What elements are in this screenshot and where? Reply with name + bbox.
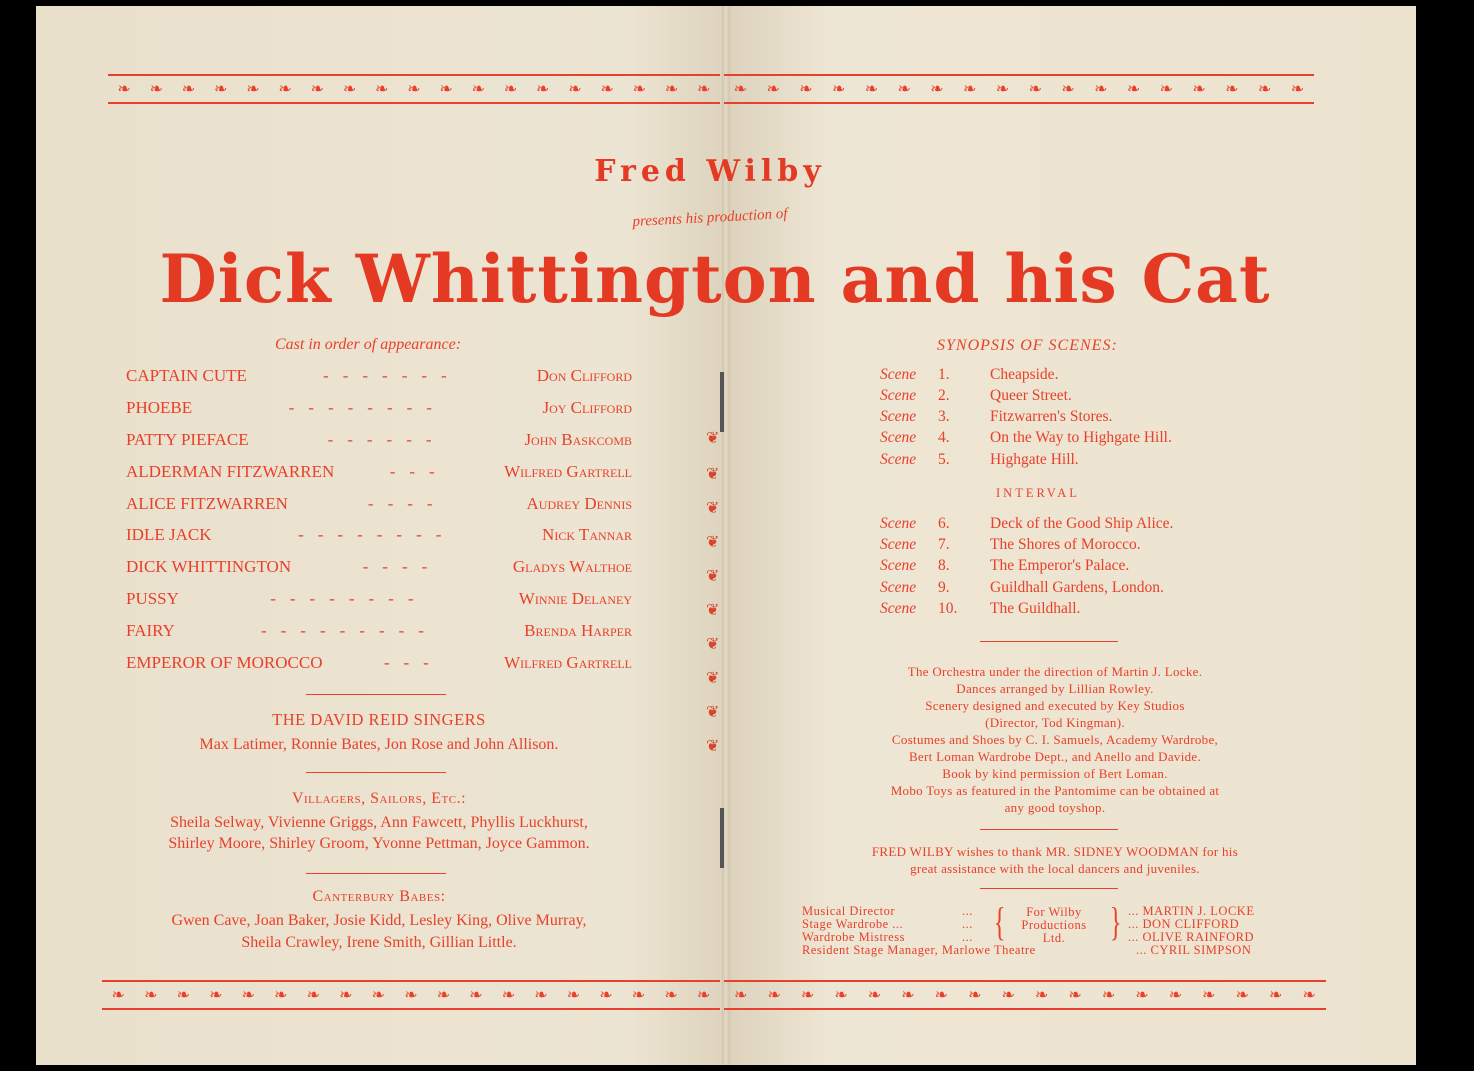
scene-name: The Shores of Morocco. bbox=[990, 536, 1141, 553]
cast-row bbox=[126, 525, 632, 551]
right-brace-icon: } bbox=[1109, 899, 1122, 944]
holly-leaf-icon: ❧ bbox=[733, 81, 748, 98]
credit-role: Musical Director bbox=[802, 904, 896, 918]
holly-leaf-icon: ❧ bbox=[1202, 987, 1216, 1004]
scene-row bbox=[880, 451, 1079, 473]
note-line: any good toyshop. bbox=[1004, 800, 1106, 815]
note-line: Dances arranged by Lillian Rowley. bbox=[956, 681, 1154, 696]
holly-leaf-icon: ❦ bbox=[706, 670, 720, 687]
credit-name: ... CYRIL SIMPSON bbox=[1136, 943, 1252, 957]
holly-leaf-icon: ❧ bbox=[181, 81, 196, 98]
holly-leaf-icon: ❦ bbox=[706, 704, 720, 721]
holly-leaf-icon: ❧ bbox=[176, 987, 190, 1004]
credit-role: Stage Wardrobe ... bbox=[802, 917, 904, 931]
holly-leaf-icon: ❧ bbox=[536, 81, 550, 98]
bottom-right-border bbox=[724, 980, 1326, 1010]
villagers-heading: Villagers, Sailors, Etc.: bbox=[291, 790, 467, 807]
babes-line: Gwen Cave, Joan Baker, Josie Kidd, Lesley King, Olive Murray, bbox=[171, 912, 587, 929]
holly-leaf-icon: ❧ bbox=[149, 81, 163, 98]
holly-leaf-icon: ❧ bbox=[631, 987, 646, 1004]
leader-dots: --------- bbox=[260, 621, 438, 640]
leader-dots: -------- bbox=[270, 589, 428, 608]
holly-leaf-icon: ❧ bbox=[834, 987, 848, 1004]
divider bbox=[306, 873, 446, 874]
cast-role: DICK WHITTINGTON bbox=[126, 557, 292, 576]
divider bbox=[306, 694, 446, 695]
holly-leaf-icon: ❧ bbox=[1192, 81, 1206, 98]
holly-leaf-icon: ❧ bbox=[1028, 81, 1042, 98]
holly-leaf-icon: ❧ bbox=[867, 987, 882, 1004]
babes-heading: Canterbury Babes: bbox=[312, 888, 446, 905]
holly-leaf-icon: ❧ bbox=[632, 81, 647, 98]
cast-role: FAIRY bbox=[126, 621, 175, 640]
holly-leaf-icon: ❧ bbox=[241, 987, 256, 1004]
holly-leaf-icon: ❧ bbox=[144, 987, 158, 1004]
scene-row bbox=[880, 536, 1141, 558]
holly-leaf-icon: ❧ bbox=[734, 987, 748, 1004]
cast-role: ALICE FITZWARREN bbox=[126, 494, 288, 513]
holly-leaf-icon: ❦ bbox=[706, 500, 720, 517]
scene-row bbox=[880, 557, 1129, 579]
holly-leaf-icon: ❧ bbox=[664, 987, 678, 1004]
cast-row bbox=[126, 398, 632, 424]
holly-leaf-icon: ❧ bbox=[800, 987, 815, 1004]
credit-dots: ... bbox=[962, 904, 973, 918]
credit-dots: ... bbox=[962, 930, 973, 944]
holly-leaf-icon: ❧ bbox=[1061, 81, 1075, 98]
credit-dots: ... bbox=[962, 917, 973, 931]
scene-name: Cheapside. bbox=[990, 366, 1059, 383]
credit-name: ... OLIVE RAINFORD bbox=[1128, 930, 1255, 944]
note-line: Bert Loman Wardrobe Dept., and Anello and Davide. bbox=[908, 749, 1202, 764]
holly-leaf-icon: ❧ bbox=[767, 987, 781, 1004]
cast-actor: Audrey Dennis bbox=[526, 494, 632, 513]
holly-leaf-icon: ❧ bbox=[375, 81, 389, 98]
cast-actor: Winnie Delaney bbox=[518, 589, 632, 608]
cast-role: IDLE JACK bbox=[126, 525, 212, 544]
divider bbox=[980, 829, 1118, 830]
holly-leaf-icon: ❧ bbox=[339, 987, 353, 1004]
leader-dots: -------- bbox=[298, 525, 456, 544]
leader-dots: ---- bbox=[362, 557, 442, 576]
holly-leaf-icon: ❧ bbox=[1168, 987, 1183, 1004]
holly-leaf-icon: ❧ bbox=[503, 81, 518, 98]
cast-role: PATTY PIEFACE bbox=[126, 430, 249, 449]
holly-leaf-icon: ❧ bbox=[471, 81, 486, 98]
holly-leaf-icon: ❧ bbox=[1257, 81, 1272, 98]
scene-row bbox=[880, 579, 1164, 601]
holly-leaf-icon: ❦ bbox=[706, 636, 720, 653]
cast-heading: Cast in order of appearance: bbox=[275, 336, 462, 353]
holly-leaf-icon: ❧ bbox=[534, 987, 548, 1004]
holly-leaf-icon: ❧ bbox=[209, 987, 223, 1004]
note-line: Mobo Toys as featured in the Pantomime can be obtained at bbox=[890, 783, 1220, 798]
credit-role: Resident Stage Manager, Marlowe Theatre bbox=[802, 943, 1036, 957]
note-line: Book by kind permission of Bert Loman. bbox=[942, 766, 1168, 781]
holly-leaf-icon: ❧ bbox=[404, 987, 418, 1004]
synopsis-heading: SYNOPSIS OF SCENES: bbox=[937, 337, 1118, 354]
scene-row bbox=[880, 515, 1173, 537]
cast-role: PUSSY bbox=[126, 589, 179, 608]
divider bbox=[306, 772, 446, 773]
holly-leaf-icon: ❧ bbox=[1101, 987, 1116, 1004]
holly-leaf-icon: ❧ bbox=[310, 81, 325, 98]
cast-row bbox=[126, 653, 632, 679]
holly-leaf-icon: ❧ bbox=[1290, 81, 1305, 98]
holly-leaf-icon: ❧ bbox=[274, 987, 288, 1004]
holly-leaf-icon: ❧ bbox=[901, 987, 915, 1004]
holly-leaf-icon: ❧ bbox=[930, 81, 944, 98]
holly-leaf-icon: ❧ bbox=[1235, 987, 1249, 1004]
holly-leaf-icon: ❧ bbox=[1135, 987, 1149, 1004]
holly-leaf-icon: ❧ bbox=[831, 81, 846, 98]
holly-leaf-icon: ❧ bbox=[278, 81, 292, 98]
thanks-line: FRED WILBY wishes to thank MR. SIDNEY WOODMAN for his bbox=[871, 844, 1239, 859]
cast-actor: Don Clifford bbox=[536, 366, 632, 385]
bottom-left-border bbox=[102, 980, 720, 1010]
singers-list: Max Latimer, Ronnie Bates, Jon Rose and John Allison. bbox=[199, 736, 559, 753]
note-line: (Director, Tod Kingman). bbox=[985, 715, 1125, 730]
credit-role: Wardrobe Mistress bbox=[802, 930, 905, 944]
producer-name: Fred Wilby bbox=[594, 154, 826, 189]
holly-leaf-icon: ❦ bbox=[706, 602, 720, 619]
scene-label: Scene bbox=[880, 408, 917, 425]
holly-leaf-icon: ❧ bbox=[766, 81, 780, 98]
cast-actor: Brenda Harper bbox=[524, 621, 632, 640]
cast-row bbox=[126, 462, 632, 488]
cast-row bbox=[126, 557, 632, 583]
holly-leaf-icon: ❧ bbox=[568, 81, 582, 98]
cast-role: ALDERMAN FITZWARREN bbox=[126, 462, 335, 481]
scene-number: 9. bbox=[938, 579, 950, 596]
holly-leaf-icon: ❧ bbox=[439, 81, 453, 98]
scene-number: 4. bbox=[938, 429, 950, 446]
scene-row bbox=[880, 429, 1172, 451]
leader-dots: --- bbox=[389, 462, 449, 481]
production-notes bbox=[790, 663, 1320, 816]
holly-leaf-icon: ❧ bbox=[696, 987, 711, 1004]
divider bbox=[980, 888, 1118, 889]
holly-leaf-icon: ❧ bbox=[1302, 987, 1316, 1004]
cast-row bbox=[126, 494, 632, 520]
scene-label: Scene bbox=[880, 557, 917, 574]
holly-leaf-icon: ❧ bbox=[342, 81, 357, 98]
cast-actor: Wilfred Gartrell bbox=[504, 462, 632, 481]
scene-name: Highgate Hill. bbox=[990, 451, 1079, 468]
note-line: Costumes and Shoes by C. I. Samuels, Academy Wardrobe, bbox=[891, 732, 1219, 747]
company-block bbox=[1004, 906, 1104, 945]
scene-label: Scene bbox=[880, 600, 917, 617]
holly-leaf-icon: ❧ bbox=[436, 987, 451, 1004]
holly-leaf-icon: ❧ bbox=[897, 81, 911, 98]
holly-leaf-icon: ❧ bbox=[995, 81, 1010, 98]
scene-number: 10. bbox=[938, 600, 958, 617]
scene-name: Guildhall Gardens, London. bbox=[990, 579, 1164, 596]
leader-dots: ------ bbox=[327, 430, 446, 449]
holly-leaf-icon: ❧ bbox=[117, 81, 131, 98]
scene-row bbox=[880, 387, 1072, 409]
left-brace-icon: { bbox=[993, 899, 1006, 944]
scene-name: Queer Street. bbox=[990, 387, 1072, 404]
cast-row bbox=[126, 621, 632, 647]
scene-name: The Emperor's Palace. bbox=[990, 557, 1130, 574]
scene-name: The Guildhall. bbox=[990, 600, 1081, 617]
company-line: Ltd. bbox=[1042, 931, 1066, 945]
company-line: Productions bbox=[1021, 918, 1087, 932]
note-line: Scenery designed and executed by Key Studios bbox=[925, 698, 1185, 713]
scene-label: Scene bbox=[880, 536, 917, 553]
cast-actor: Gladys Walthoe bbox=[512, 557, 632, 576]
holly-leaf-icon: ❧ bbox=[697, 81, 711, 98]
holly-leaf-icon: ❧ bbox=[599, 987, 613, 1004]
holly-leaf-icon: ❧ bbox=[968, 987, 982, 1004]
scene-row bbox=[880, 366, 1058, 388]
holly-leaf-icon: ❧ bbox=[799, 81, 813, 98]
scene-number: 5. bbox=[938, 451, 950, 468]
holly-leaf-icon: ❧ bbox=[1126, 81, 1141, 98]
scene-name: Fitzwarren's Stores. bbox=[990, 408, 1113, 425]
scene-number: 3. bbox=[938, 408, 950, 425]
scene-number: 8. bbox=[938, 557, 950, 574]
holly-leaf-icon: ❧ bbox=[864, 81, 879, 98]
cast-role: CAPTAIN CUTE bbox=[126, 366, 247, 385]
holly-leaf-icon: ❧ bbox=[1001, 987, 1015, 1004]
holly-leaf-icon: ❧ bbox=[306, 987, 321, 1004]
holly-leaf-icon: ❧ bbox=[407, 81, 421, 98]
cast-row bbox=[126, 430, 632, 456]
scene-number: 1. bbox=[938, 366, 950, 383]
holly-leaf-icon: ❧ bbox=[1034, 987, 1049, 1004]
holly-leaf-icon: ❧ bbox=[246, 81, 260, 98]
holly-leaf-icon: ❦ bbox=[706, 466, 720, 483]
holly-leaf-icon: ❧ bbox=[1068, 987, 1082, 1004]
top-right-border bbox=[724, 74, 1314, 104]
holly-leaf-icon: ❦ bbox=[706, 430, 720, 447]
cast-row bbox=[126, 589, 632, 615]
scene-label: Scene bbox=[880, 429, 917, 446]
scene-label: Scene bbox=[880, 366, 917, 383]
cast-actor: Joy Clifford bbox=[542, 398, 632, 417]
scene-label: Scene bbox=[880, 387, 917, 404]
company-line: For Wilby bbox=[1026, 905, 1082, 919]
holly-leaf-icon: ❧ bbox=[934, 987, 949, 1004]
thanks-note bbox=[790, 843, 1320, 877]
cast-actor: Nick Tannar bbox=[542, 525, 632, 544]
holly-leaf-icon: ❧ bbox=[600, 81, 614, 98]
cast-role: EMPEROR OF MOROCCO bbox=[126, 653, 323, 672]
cast-row bbox=[126, 366, 632, 392]
presents-line: presents his production of bbox=[632, 205, 788, 231]
cast-actor: Wilfred Gartrell bbox=[504, 653, 632, 672]
scene-label: Scene bbox=[880, 579, 917, 596]
credit-name: ... DON CLIFFORD bbox=[1128, 917, 1240, 931]
interval-label: INTERVAL bbox=[996, 486, 1080, 500]
scene-number: 2. bbox=[938, 387, 950, 404]
holly-leaf-icon: ❧ bbox=[1269, 987, 1283, 1004]
scene-name: Deck of the Good Ship Alice. bbox=[990, 515, 1174, 532]
holly-leaf-icon: ❧ bbox=[371, 987, 386, 1004]
singers-heading: THE DAVID REID SINGERS bbox=[272, 710, 486, 729]
holly-leaf-icon: ❧ bbox=[1225, 81, 1239, 98]
holly-leaf-icon: ❧ bbox=[1159, 81, 1174, 98]
scene-label: Scene bbox=[880, 515, 917, 532]
holly-leaf-icon: ❦ bbox=[706, 738, 720, 755]
villagers-line: Shirley Moore, Shirley Groom, Yvonne Pettman, Joyce Gammon. bbox=[168, 835, 590, 852]
leader-dots: ------- bbox=[323, 366, 461, 385]
cast-actor: John Baskcomb bbox=[524, 430, 632, 449]
holly-leaf-icon: ❧ bbox=[1094, 81, 1108, 98]
top-left-border bbox=[108, 74, 720, 104]
leader-dots: ---- bbox=[367, 494, 447, 513]
holly-leaf-icon: ❦ bbox=[706, 534, 720, 551]
scene-row bbox=[880, 600, 1080, 622]
scene-row bbox=[880, 408, 1112, 430]
holly-leaf-icon: ❧ bbox=[664, 81, 679, 98]
leader-dots: --- bbox=[383, 653, 443, 672]
villagers-line: Sheila Selway, Vivienne Griggs, Ann Fawcett, Phyllis Luckhurst, bbox=[170, 814, 588, 831]
holly-leaf-icon: ❧ bbox=[111, 987, 125, 1004]
babes-line: Sheila Crawley, Irene Smith, Gillian Little. bbox=[241, 934, 517, 951]
holly-leaf-icon: ❧ bbox=[214, 81, 228, 98]
holly-leaf-icon: ❧ bbox=[469, 987, 483, 1004]
leader-dots: -------- bbox=[288, 398, 446, 417]
scene-number: 7. bbox=[938, 536, 950, 553]
holly-leaf-icon: ❦ bbox=[706, 568, 720, 585]
holly-leaf-icon: ❧ bbox=[566, 987, 581, 1004]
divider bbox=[980, 641, 1118, 642]
staple bbox=[720, 372, 724, 432]
cast-role: PHOEBE bbox=[126, 398, 193, 417]
show-title: Dick Whittington and his Cat bbox=[159, 240, 1271, 318]
scene-label: Scene bbox=[880, 451, 917, 468]
holly-leaf-icon: ❧ bbox=[963, 81, 977, 98]
staple bbox=[720, 808, 724, 868]
scene-number: 6. bbox=[938, 515, 950, 532]
note-line: The Orchestra under the direction of Martin J. Locke. bbox=[907, 664, 1203, 679]
holly-leaf-icon: ❧ bbox=[501, 987, 516, 1004]
thanks-line: great assistance with the local dancers and juveniles. bbox=[910, 861, 1200, 876]
scene-name: On the Way to Highgate Hill. bbox=[990, 429, 1172, 446]
credit-name: ... MARTIN J. LOCKE bbox=[1128, 904, 1255, 918]
